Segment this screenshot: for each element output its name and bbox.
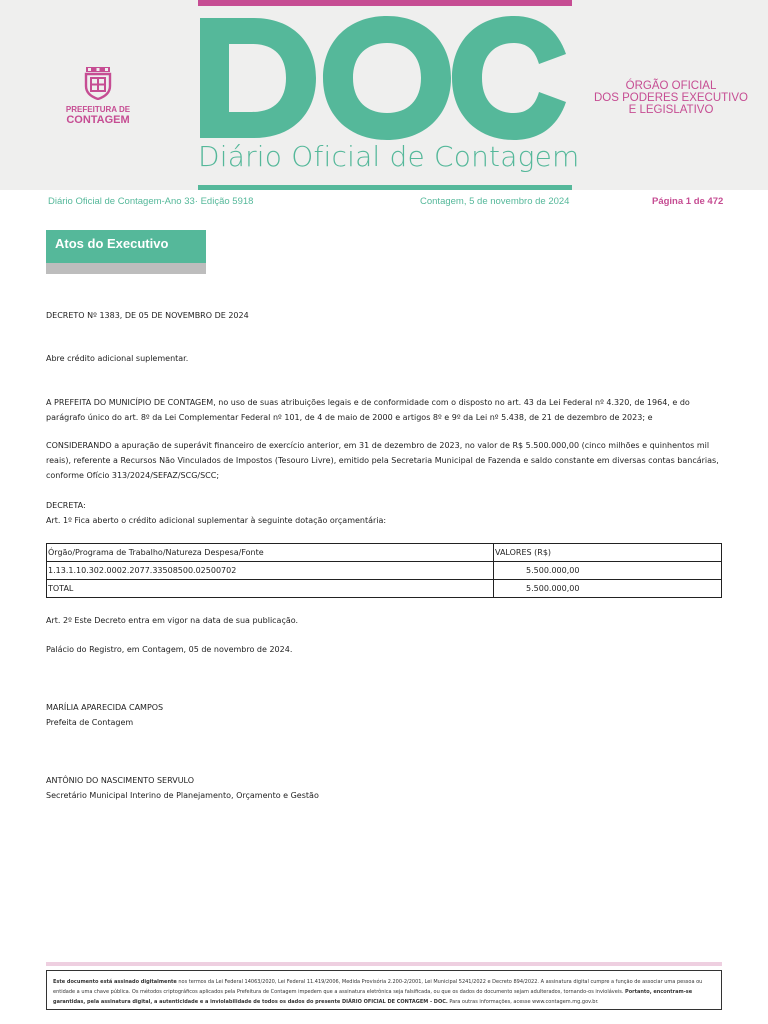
footer-rule [46,962,722,966]
table-cell: TOTAL [47,580,494,598]
decree-art1: Art. 1º Fica aberto o crédito adicional suplementar à seguinte dotação orçamentária: [46,516,387,525]
crest-label-line1: PREFEITURA DE [65,105,131,114]
table-row [47,562,722,580]
organ-line-2: DOS PODERES EXECUTIVO [593,92,748,104]
organ-label [588,80,754,116]
decree-title: DECRETO Nº 1383, DE 05 DE NOVEMBRO DE 2024 [46,311,249,320]
masthead-rule [198,185,572,190]
table-header-cell: VALORES (R$) [494,544,722,562]
organ-line-3: E LEGISLATIVO [628,104,714,116]
edition-info: Diário Oficial de Contagem-Ano 33· Edição 5918 [48,196,254,207]
table-cell: 5.500.000,00 [494,580,722,598]
prefeitura-logo [60,66,136,126]
table-row [47,580,722,598]
notice-bold: Portanto, encontram-se garantidas, pela assinatura digital, a autenticidade e a inviolabilidade de todos os dados do presente DIÁRIO OFICIAL DE CONTAGEM - DOC. [53,989,693,1005]
section-header [46,230,206,263]
decree-decreta: DECRETA: [46,501,86,510]
page-number: Página 1 de 472 [652,196,724,207]
crest-label-line2: CONTAGEM [66,114,130,126]
budget-table [46,543,722,598]
decree-place-date: Palácio do Registro, em Contagem, 05 de novembro de 2024. [46,645,293,654]
notice-lead: Este documento está assinado digitalmente [53,979,177,985]
table-cell: 5.500.000,00 [494,562,722,580]
signatory-2-name: ANTÔNIO DO NASCIMENTO SERVULO [46,776,195,785]
notice-link-text: Para outras informações, acesse www.contagem.mg.gov.br. [447,999,599,1005]
organ-line-1: ÓRGÃO OFICIAL [625,80,717,92]
signature-notice [46,970,722,1010]
doc-logo [196,12,576,142]
table-header-row [47,544,722,562]
decree-considerando: CONSIDERANDO a apuração de superávit financeiro de exercício anterior, em 31 de dezembro de 2023, no valor de R$ 5.500.000,00 (cinco milhões e quinhentos mil reais), referente a Recursos Não Vinculados de Impostos (Tesouro Livre), emitido pela Secretaria Municipal de Fazenda e saldo constante em diversas contas bancárias, conforme Ofício 313/2024/SEFAZ/SCG/SCC; [46,441,719,480]
edition-date: Contagem, 5 de novembro de 2024 [420,196,570,207]
decree-summary: Abre crédito adicional suplementar. [46,354,189,363]
signatory-2-role: Secretário Municipal Interino de Planejamento, Orçamento e Gestão [46,791,319,800]
table-cell: 1.13.1.10.302.0002.2077.33508500.02500702 [47,562,494,580]
decree-preamble: A PREFEITA DO MUNICÍPIO DE CONTAGEM, no uso de suas atribuições legais e de conformidade com o disposto no art. 43 da Lei Federal nº 4.320, de 1964, e do parágrafo único do art. 8º da Lei Complementar Federal nº 101, de 4 de maio de 2000 e artigos 8º e 9º da Lei nº 5.438, de 21 de dezembro de 2023; e [46,398,690,422]
notice-body: nos termos da Lei Federal 14063/2020, Lei Federal 11.419/2006, Medida Provisória 2.200-2/2001, Lei Municipal 5241/2022 e Decreto 894/2022. A assinatura digital cumpre a função de associar uma pessoa ou entidade a uma chave pública. Os métodos criptográficos aplicados pela Prefeitura de Contagem impedem que a assinatura eletrônica seja falsificada, ou que os dados do documento sejam adulterados, tornando-os invioláveis. [53,979,703,995]
signatory-1-role: Prefeita de Contagem [46,718,134,727]
signatory-1-name: MARÍLIA APARECIDA CAMPOS [46,703,164,712]
masthead [0,0,768,190]
section-title: Atos do Executivo [55,236,169,251]
brand-text: DOC [196,12,199,13]
table-header-cell: Órgão/Programa de Trabalho/Natureza Despesa/Fonte [47,544,494,562]
decree-art2: Art. 2º Este Decreto entra em vigor na data de sua publicação. [46,616,299,625]
signature-notice-text [53,977,717,1007]
city-crest-icon [83,66,113,100]
section-header-underbar [46,263,206,274]
masthead-top-bar [198,0,572,6]
masthead-subtitle: Diário Oficial de Contagem [198,140,580,173]
